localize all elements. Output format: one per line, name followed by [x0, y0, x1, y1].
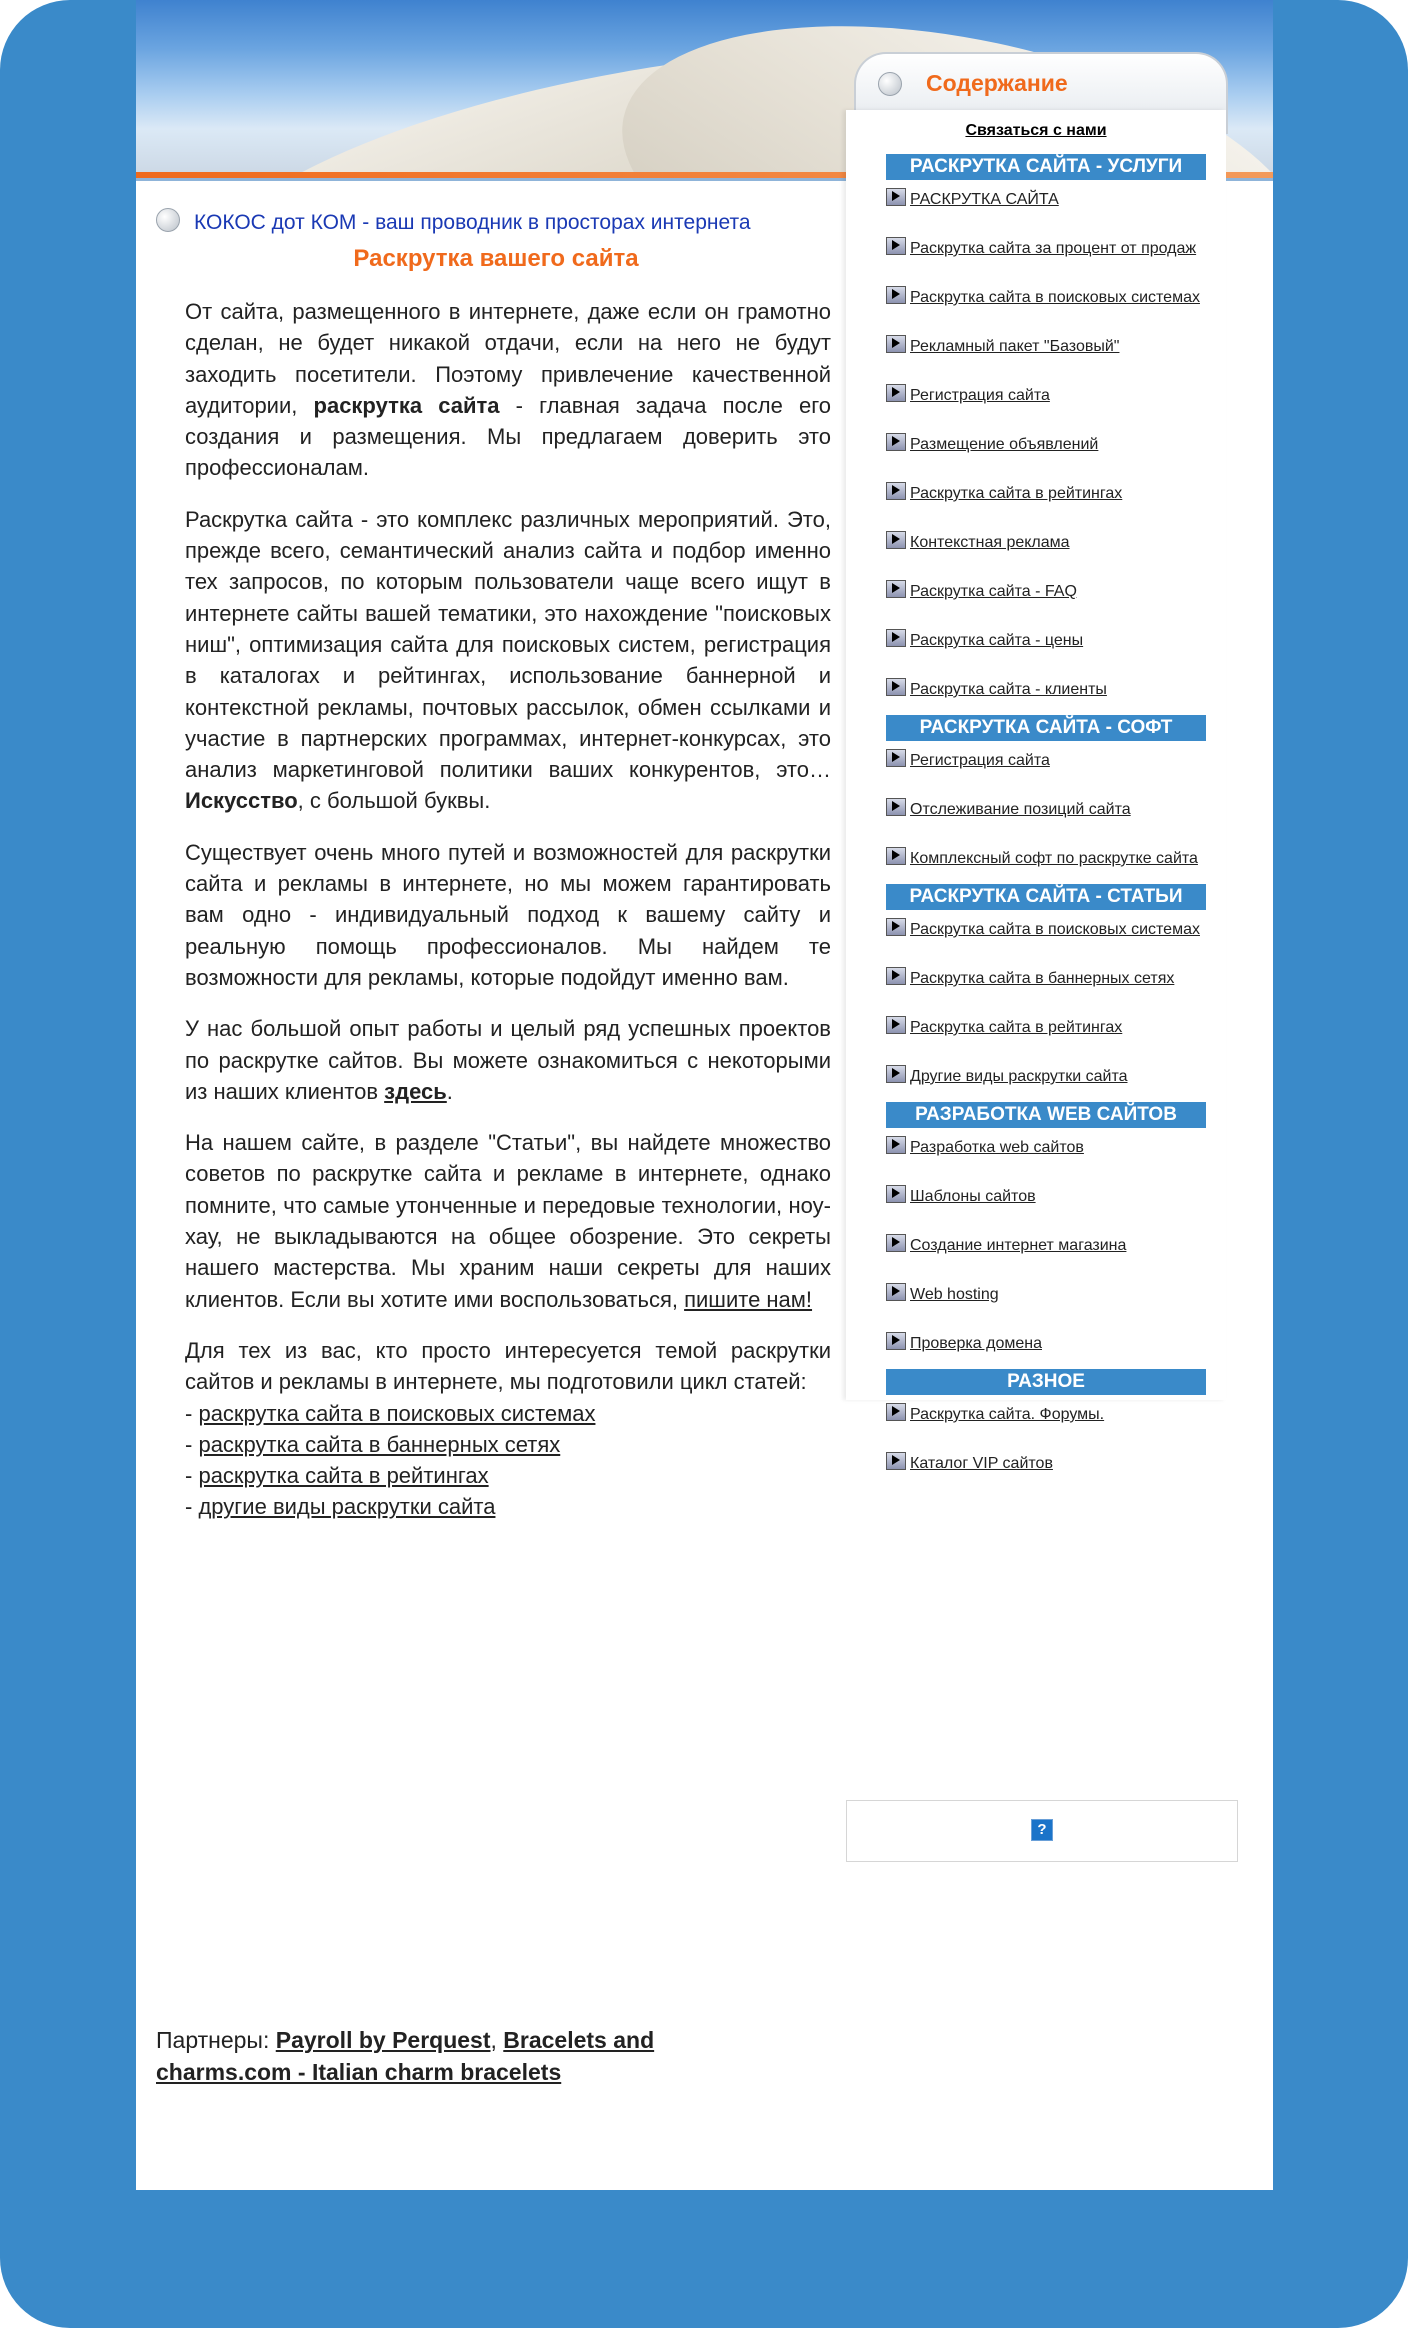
article-list-item: - раскрутка сайта в поисковых системах	[185, 1400, 596, 1426]
arrow-right-icon	[886, 967, 906, 985]
partner-link[interactable]: Payroll by Perquest	[275, 2027, 491, 2053]
sidebar-item[interactable]	[886, 1452, 1206, 1475]
sidebar-item-label[interactable]: Размещение объявлений	[910, 436, 1099, 453]
ad-box	[846, 1800, 1238, 1862]
sidebar-item-label[interactable]: Раскрутка сайта в рейтингах	[910, 1019, 1123, 1036]
sidebar-item-label[interactable]: Каталог VIP сайтов	[910, 1455, 1053, 1472]
sidebar-item[interactable]	[886, 967, 1206, 990]
sidebar-item[interactable]	[886, 482, 1206, 505]
article-link[interactable]: раскрутка сайта в баннерных сетях	[198, 1431, 561, 1457]
paragraph-1: От сайта, размещенного в интернете, даже если он грамотно сделан, не будет никакой отдачи, если на него не будут заходить посетители. Поэтому привлечение качественной аудитории, раскрутка сайта - главная задача после его создания и размещения. Мы предлагаем доверить это профессионалам.	[185, 299, 831, 481]
bullet-icon	[156, 208, 180, 232]
site-tagline	[156, 208, 836, 236]
sidebar-section-heading: РАСКРУТКА САЙТА - УСЛУГИ	[886, 154, 1206, 180]
sidebar-item-label[interactable]: Контекстная реклама	[910, 534, 1070, 551]
sidebar-section-heading: РАЗНОЕ	[886, 1369, 1206, 1395]
arrow-right-icon	[886, 1403, 906, 1421]
article-list-item: - другие виды раскрутки сайта	[185, 1494, 496, 1520]
sidebar-item[interactable]	[886, 1065, 1206, 1088]
arrow-right-icon	[886, 1136, 906, 1154]
article-link[interactable]: другие виды раскрутки сайта	[198, 1494, 496, 1520]
sidebar-item-label[interactable]: Раскрутка сайта в баннерных сетях	[910, 970, 1175, 987]
arrow-right-icon	[886, 531, 906, 549]
paragraph-4: У нас большой опыт работы и целый ряд успешных проектов по раскрутке сайтов. Вы можете ознакомиться с некоторыми из наших клиентов здесь.	[185, 1016, 831, 1104]
sidebar-item-label[interactable]: Другие виды раскрутки сайта	[910, 1068, 1128, 1085]
sidebar-item[interactable]	[886, 749, 1206, 772]
arrow-right-icon	[886, 918, 906, 936]
sidebar-menu	[886, 154, 1206, 1489]
sidebar-item-label[interactable]: Web hosting	[910, 1286, 999, 1303]
arrow-right-icon	[886, 749, 906, 767]
arrow-right-icon	[886, 798, 906, 816]
sidebar-item-label[interactable]: Комплексный софт по раскрутке сайта	[910, 850, 1198, 867]
sidebar-item-label[interactable]: Раскрутка сайта в рейтингах	[910, 485, 1123, 502]
arrow-right-icon	[886, 433, 906, 451]
arrow-right-icon	[886, 482, 906, 500]
sidebar-item-label[interactable]: Раскрутка сайта - цены	[910, 632, 1084, 649]
sidebar-section-heading: РАЗРАБОТКА WEB САЙТОВ	[886, 1102, 1206, 1128]
arrow-right-icon	[886, 188, 906, 206]
sidebar-section-heading: РАСКРУТКА САЙТА - СОФТ	[886, 715, 1206, 741]
sidebar-item[interactable]	[886, 629, 1206, 652]
arrow-right-icon	[886, 1185, 906, 1203]
paragraph-3: Существует очень много путей и возможностей для раскрутки сайта и рекламы в интернете, но мы можем гарантировать вам одно - индивидуальный подход к вашему сайту и реальную помощь профессионалов. Мы найдем те возможности для рекламы, которые подойдут именно вам.	[185, 839, 831, 990]
main-content	[185, 296, 831, 1523]
sidebar-item[interactable]	[886, 237, 1206, 260]
arrow-right-icon	[886, 847, 906, 865]
arrow-right-icon	[886, 1016, 906, 1034]
sidebar-item[interactable]	[886, 1234, 1206, 1257]
sidebar-item-label[interactable]: Раскрутка сайта в поисковых системах	[910, 921, 1200, 938]
sidebar-item[interactable]	[886, 384, 1206, 407]
paragraph-5: На нашем сайте, в разделе "Статьи", вы найдете множество советов по раскрутке сайта и рекламе в интернете, однако помните, что самые утонченные и передовые технологии, ноу-хау, не выкладываются на общее обозрение. Это секреты нашего мастерства. Мы храним наши секреты для наших клиентов. Если вы хотите ими воспользоваться, пишите нам!	[185, 1130, 831, 1312]
sidebar-item-label[interactable]: Разработка web сайтов	[910, 1139, 1084, 1156]
toc-title: Содержание	[926, 70, 1068, 96]
sidebar-item[interactable]	[886, 1332, 1206, 1355]
arrow-right-icon	[886, 335, 906, 353]
sidebar-item-label[interactable]: Раскрутка сайта - клиенты	[910, 681, 1107, 698]
sidebar-item-label[interactable]: Раскрутка сайта - FAQ	[910, 583, 1077, 600]
article-link[interactable]: раскрутка сайта в рейтингах	[198, 1463, 489, 1489]
contact-link[interactable]: Связаться с нами	[965, 122, 1107, 139]
sidebar-item[interactable]	[886, 433, 1206, 456]
arrow-right-icon	[886, 1332, 906, 1350]
sidebar-item[interactable]	[886, 918, 1206, 941]
arrow-right-icon	[886, 678, 906, 696]
sidebar-item[interactable]	[886, 1136, 1206, 1159]
sidebar-item-label[interactable]: Проверка домена	[910, 1335, 1042, 1352]
partner-link[interactable]: Bracelets and charms.com - Italian charm bracelets	[156, 2027, 655, 2085]
article-list-item: - раскрутка сайта в баннерных сетях	[185, 1431, 561, 1457]
sidebar-item[interactable]	[886, 335, 1206, 358]
sidebar-item-label[interactable]: РАСКРУТКА САЙТА	[910, 191, 1059, 208]
arrow-right-icon	[886, 1452, 906, 1470]
arrow-right-icon	[886, 1065, 906, 1083]
sidebar-item-label[interactable]: Шаблоны сайтов	[910, 1188, 1036, 1205]
sidebar-item[interactable]	[886, 1283, 1206, 1306]
sidebar-item[interactable]	[886, 286, 1206, 309]
sidebar-item-label[interactable]: Регистрация сайта	[910, 387, 1050, 404]
tagline-text: КОКОС дот КОМ - ваш проводник в просторах интернета	[194, 211, 751, 234]
sidebar-item-label[interactable]: Раскрутка сайта за процент от продаж	[910, 240, 1197, 257]
arrow-right-icon	[886, 384, 906, 402]
sidebar-item[interactable]	[886, 1403, 1206, 1426]
partners: Партнеры: Payroll by Perquest, Bracelets and charms.com - Italian charm bracelets	[156, 2027, 655, 2085]
sidebar	[846, 110, 1226, 1472]
arrow-right-icon	[886, 1234, 906, 1252]
sidebar-item[interactable]	[886, 1016, 1206, 1039]
paragraph-2: Раскрутка сайта - это комплекс различных мероприятий. Это, прежде всего, семантический анализ сайта и подбор именно тех запросов, по которым пользователи чаще всего ищут в интернете сайты вашей тематики, это нахождение "поисковых ниш", оптимизация сайта для поисковых систем, регистрация в каталогах и рейтингах, использование баннерной и контекстной рекламы, почтовых рассылок, обмен ссылками и участие в партнерских программах, интернет-конкурсах, это анализ маркетинговой политики ваших конкурентов, это… Искусство, с большой буквы.	[185, 506, 831, 814]
arrow-right-icon	[886, 580, 906, 598]
contact-us-link[interactable]: пишите нам!	[684, 1286, 813, 1312]
arrow-right-icon	[886, 1283, 906, 1301]
broken-image-icon[interactable]: ?	[1031, 1819, 1053, 1841]
page-container	[136, 0, 1273, 2190]
sidebar-item-label[interactable]: Отслеживание позиций сайта	[910, 801, 1131, 818]
sidebar-item[interactable]	[886, 531, 1206, 554]
arrow-right-icon	[886, 237, 906, 255]
article-list-item: - раскрутка сайта в рейтингах	[185, 1463, 489, 1489]
sidebar-item[interactable]	[886, 847, 1206, 870]
sidebar-item-label[interactable]: Раскрутка сайта. Форумы.	[910, 1406, 1105, 1423]
bullet-icon	[878, 72, 902, 96]
clients-link[interactable]: здесь	[384, 1078, 447, 1104]
sidebar-section-heading: РАСКРУТКА САЙТА - СТАТЬИ	[886, 884, 1206, 910]
sidebar-item-label[interactable]: Регистрация сайта	[910, 752, 1050, 769]
sidebar-item[interactable]	[886, 580, 1206, 603]
arrow-right-icon	[886, 286, 906, 304]
article-link[interactable]: раскрутка сайта в поисковых системах	[198, 1400, 596, 1426]
sidebar-item[interactable]	[886, 188, 1206, 211]
sidebar-item-label[interactable]: Создание интернет магазина	[910, 1237, 1127, 1254]
sidebar-item-label[interactable]: Раскрутка сайта в поисковых системах	[910, 289, 1200, 306]
page-title: Раскрутка вашего сайта	[353, 245, 639, 272]
sidebar-item[interactable]	[886, 678, 1206, 701]
sidebar-item-label[interactable]: Рекламный пакет "Базовый"	[910, 338, 1120, 355]
sidebar-item[interactable]	[886, 798, 1206, 821]
sidebar-item[interactable]	[886, 1185, 1206, 1208]
paragraph-6: Для тех из вас, кто просто интересуется темой раскрутки сайтов и рекламы в интернете, мы подготовили цикл статей: - раскрутка сайта в поисковых системах - раскрутка сайта в баннерных сетях - раскрутка сайта в рейтингах - другие виды раскрутки сайта	[185, 1335, 831, 1523]
arrow-right-icon	[886, 629, 906, 647]
